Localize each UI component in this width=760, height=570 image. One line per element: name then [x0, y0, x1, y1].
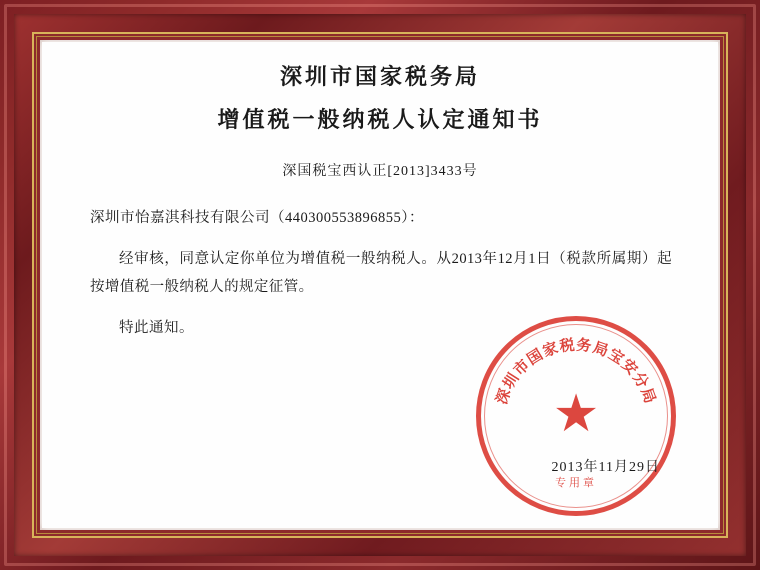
certificate-document — [42, 42, 718, 528]
body-paragraph: 经审核，同意认定你单位为增值税一般纳税人。从2013年12月1日（税款所属期）起按增值税一般纳税人的规定征管。 — [90, 251, 672, 296]
document-subtitle: 增值税一般纳税人认定通知书 — [217, 107, 543, 133]
closing-line: 特此通知。 — [119, 319, 194, 336]
seal-arc-text: 深圳市国家税务局宝安分局 — [492, 335, 660, 407]
addressee-line: 深圳市怡嘉淇科技有限公司（440300553896855）： — [90, 210, 424, 226]
official-seal-stamp — [476, 316, 676, 516]
seal-star-icon: ★ — [552, 385, 600, 443]
seal-bottom-text: 专用章 — [555, 477, 597, 489]
document-title: 深圳市国家税务局 — [279, 64, 480, 90]
document-number: 深国税宝西认正[2013]3433号 — [282, 164, 478, 179]
document-date: 2013年11月29日 — [551, 460, 660, 475]
